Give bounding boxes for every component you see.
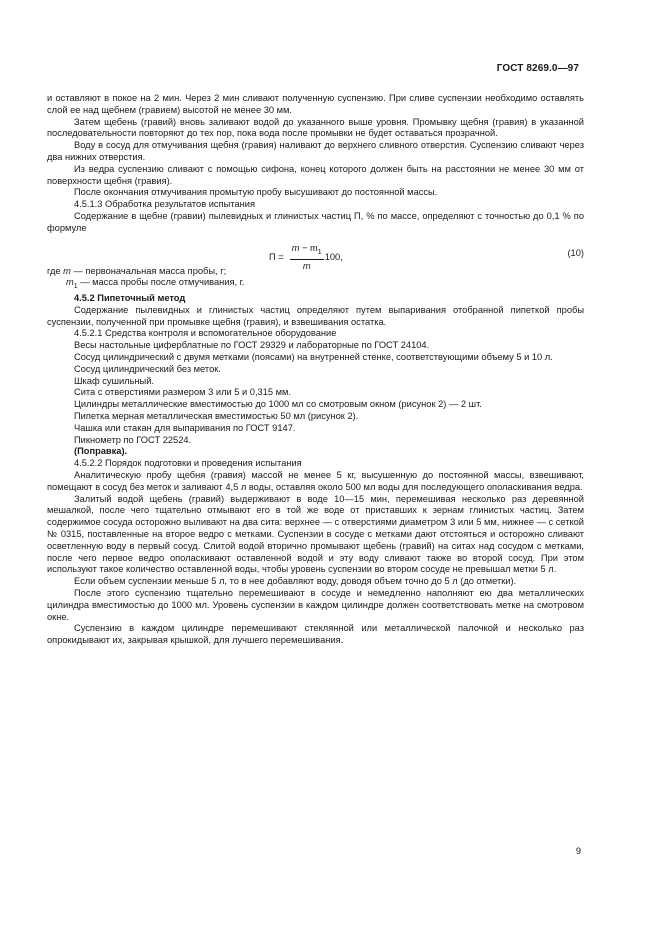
paragraph: Сосуд цилиндрический с двумя метками (поясами) на внутренней стенке, соответствующими объему 5 и 10 л. xyxy=(74,352,553,362)
paragraph: Воду в сосуд для отмучивания щебня (гравия) наливают до верхнего сливного отверстия. Суспензию сливают через два нижних отверстия. xyxy=(47,140,584,162)
formula-minus-m: − m xyxy=(299,242,318,253)
formula-numerator xyxy=(290,243,324,261)
equation-number: (10) xyxy=(567,247,584,258)
paragraph: Сита с отверстиями размером 3 или 5 и 0,315 мм. xyxy=(74,387,292,398)
paragraph: Аналитическую пробу щебня (гравия) массой не менее 5 кг, высушенную до постоянной массы, взвешивают, помещают в сосуд без меток и заливают 4,5 л воды, оставляя около 500 мл воды для последующего ополаскивания ведра. xyxy=(47,469,584,492)
formula-lhs: П = xyxy=(269,251,284,262)
where-text: — масса пробы после отмучивания, г. xyxy=(77,277,245,288)
formula-denominator: m xyxy=(302,261,311,272)
paragraph: Шкаф сушильный. xyxy=(74,375,155,386)
paragraph: Суспензию в каждом цилиндре перемешивают стеклянной или металлической палочкой и несколько раз опрокидывают их, закрывая крышкой, для лучшего перемешивания. xyxy=(47,623,584,646)
paragraph: Содержание пылевидных и глинистых частиц определяют путем выпаривания отобранной пипеткой пробы суспензии, полученной при промывке щебня (гравия), и взвешивания остатка. xyxy=(47,304,584,327)
formula-fraction xyxy=(290,243,324,273)
paragraph: Содержание в щебне (гравии) пылевидных и глинистых частиц П, % по массе, определяют с точностью до 0,1 % по формуле xyxy=(47,210,584,233)
paragraph: Цилиндры металлические вместимостью до 1000 мл со смотровым окном (рисунок 2) — 2 шт. xyxy=(74,399,482,410)
formula-subscript: 1 xyxy=(317,248,322,256)
where-subscript: 1 xyxy=(73,283,78,291)
where-text: — первоначальная масса пробы, г; xyxy=(70,265,227,276)
paragraph: Если объем суспензии меньше 5 л, то в нее добавляют воду, доводя объем точно до 5 л (до отметки). xyxy=(74,576,517,587)
page-body xyxy=(47,93,584,647)
subsection-heading: 4.5.2.2 Порядок подготовки и проведения испытания xyxy=(74,458,302,469)
formula-factor: 100, xyxy=(324,251,343,262)
document-header: ГОСТ 8269.0—97 xyxy=(496,63,579,74)
paragraph: После этого суспензию тщательно перемешивают в сосуде и немедленно наполняют ею два металлических цилиндра вместимостью до 1000 мл. Уровень суспензии в каждом цилиндре должен соответствовать метке на смотровом окне. xyxy=(47,587,584,622)
where-var: m xyxy=(63,265,71,276)
paragraph: Пипетка мерная металлическая вместимостью 50 мл (рисунок 2). xyxy=(74,410,359,421)
paragraph: После окончания отмучивания промытую пробу высушивают до постоянной массы. xyxy=(74,187,438,198)
formula-expression xyxy=(269,243,343,273)
paragraph: Чашка или стакан для выпаривания по ГОСТ 9147. xyxy=(74,422,296,433)
subsection-heading: 4.5.2.1 Средства контроля и вспомогательное оборудование xyxy=(74,328,337,339)
paragraph: Из ведра суспензию сливают с помощью сифона, конец которого должен быть на расстоянии не менее 30 мм от поверхности щебня (гравия). xyxy=(47,163,584,186)
amendment-note: (Поправка). xyxy=(74,446,128,457)
formula-var-m: m xyxy=(291,242,300,253)
where-prefix: где xyxy=(47,265,64,276)
paragraph: Залитый водой щебень (гравий) выдерживают в воде 10—15 мин, перемешивая несколько раз деревянной мешалкой, после чего тщательно отмывают его в той же воде от приставших к зернам глинистых частиц. Затем содержимое сосуда осторожно выливают на два сита: верхнее — с отверстиями диаметром 3 или 5 мм, нижнее — с сеткой № 0315, поставленные на второе ведро с метками. Суспензии в сосуде с метками дают отстояться и осторожно сливают осветленную воду в первый сосуд. Слитой водой вторично промывают щебень (гравий) на ситах над сосудом с метками, после чего первое ведро ополаскивают оставленной водой и эту воду сливают также во второй сосуд. При этом используют такое количество оставленной воды, чтобы уровень суспензии во втором сосуде не превышал метки 5 л. xyxy=(47,493,584,575)
paragraph: Затем щебень (гравий) вновь заливают водой до указанного выше уровня. Промывку щебня (гравия) в указанной последовательности повторяют до тех пор, пока вода после промывки не будет оставаться прозрачной. xyxy=(47,116,584,139)
paragraph: Сосуд цилиндрический без меток. xyxy=(74,363,221,374)
paragraph: и оставляют в покое на 2 мин. Через 2 мин сливают полученную суспензию. При сливе суспензии необходимо оставлять слой ее над щебнем (гравием) высотой не менее 30 мм. xyxy=(47,93,584,115)
where-line-2 xyxy=(47,277,584,293)
paragraph: Весы настольные циферблатные по ГОСТ 29329 и лабораторные по ГОСТ 24104. xyxy=(74,340,430,351)
page-number: 9 xyxy=(575,846,581,856)
section-title: 4.5.2 Пипеточный метод xyxy=(74,293,186,304)
paragraph: Пикнометр по ГОСТ 22524. xyxy=(74,434,192,445)
subsection-heading: 4.5.1.3 Обработка результатов испытания xyxy=(74,199,255,210)
where-var: m xyxy=(66,277,74,288)
